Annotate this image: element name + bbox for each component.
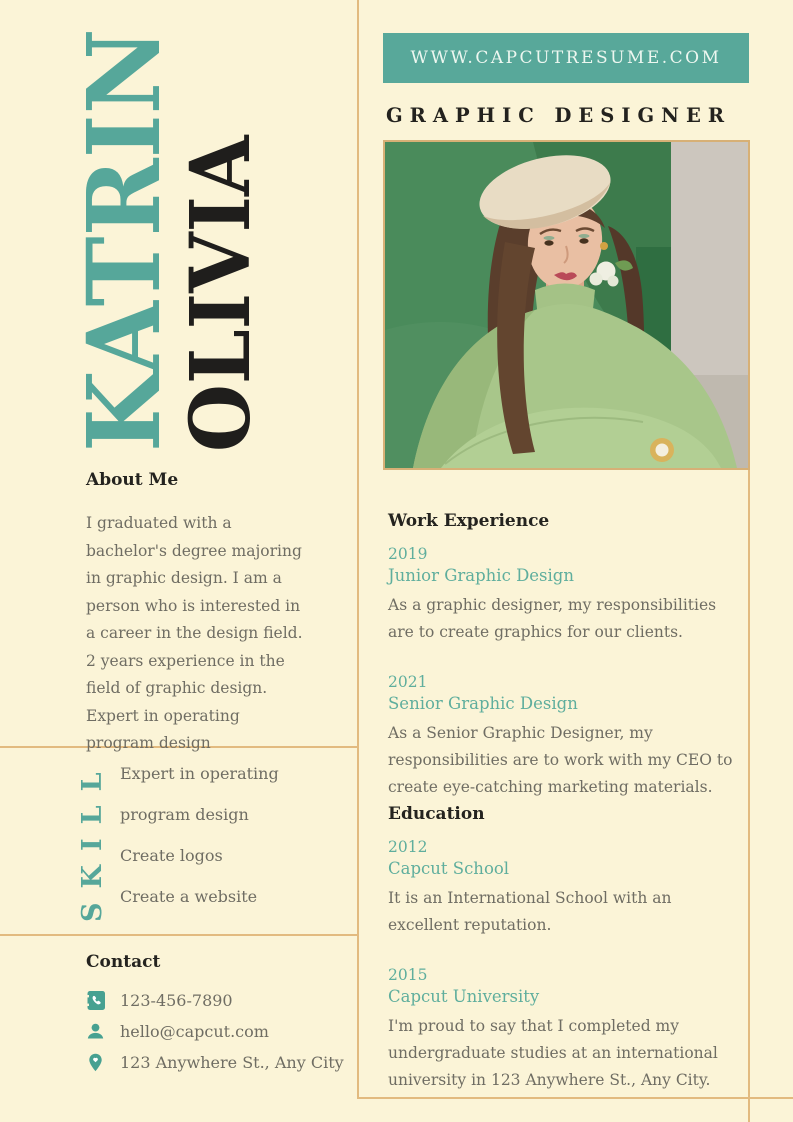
work-entry xyxy=(388,544,740,646)
education-entry xyxy=(388,837,740,939)
bottom-divider xyxy=(357,1097,793,1099)
about-section xyxy=(86,470,310,758)
contact-section xyxy=(86,952,346,1084)
education-year: 2012 xyxy=(388,838,428,856)
website-url[interactable]: WWW.CAPCUTRESUME.COM xyxy=(410,48,722,68)
work-role: Junior Graphic Design xyxy=(388,566,574,585)
education-title: Education xyxy=(388,804,485,824)
contact-address-row[interactable] xyxy=(86,1053,346,1072)
education-school: Capcut University xyxy=(388,987,540,1006)
work-year: 2021 xyxy=(388,673,428,691)
right-edge-line xyxy=(748,470,750,1122)
skill-section-divider xyxy=(0,934,358,936)
contact-email[interactable]: hello@capcut.com xyxy=(120,1022,269,1041)
skill-item: Expert in operating xyxy=(120,764,279,783)
skills-list xyxy=(120,765,279,929)
location-pin-icon xyxy=(86,1053,105,1072)
contact-address[interactable]: 123 Anywhere St., Any City xyxy=(120,1053,344,1072)
portrait-illustration xyxy=(385,142,748,468)
contact-phone-row[interactable] xyxy=(86,991,346,1010)
phone-icon xyxy=(86,991,105,1010)
skills-section xyxy=(0,755,358,933)
work-desc: As a Senior Graphic Designer, my responsibilities are to work with my CEO to create eye-catching marketing materials. xyxy=(388,724,733,796)
education-desc: I'm proud to say that I completed my undergraduate studies at an international university in 123 Anywhere St., Any City. xyxy=(388,1017,718,1089)
website-banner[interactable] xyxy=(383,33,749,83)
skills-vertical-label: SKILL xyxy=(77,758,108,922)
profile-photo xyxy=(383,140,750,470)
about-title: About Me xyxy=(86,470,179,490)
skill-item: Create logos xyxy=(120,846,223,865)
skill-item: program design xyxy=(120,805,249,824)
education-entry xyxy=(388,965,740,1094)
name-first-vertical: KATRIN xyxy=(65,28,183,452)
skill-item: Create a website xyxy=(120,887,258,906)
education-school: Capcut School xyxy=(388,859,510,878)
education-desc: It is an International School with an excellent reputation. xyxy=(388,889,672,934)
job-title: GRAPHIC DESIGNER xyxy=(386,104,732,127)
contact-title: Contact xyxy=(86,952,161,972)
name-last-vertical: OLIVIA xyxy=(173,135,269,452)
work-desc: As a graphic designer, my responsibilities are to create graphics for our clients. xyxy=(388,596,717,641)
work-role: Senior Graphic Design xyxy=(388,694,578,713)
work-experience-section xyxy=(388,511,740,801)
education-year: 2015 xyxy=(388,966,428,984)
about-body: I graduated with a bachelor's degree majoring in graphic design. I am a person who is interested in a career in the design field. 2 years experience in the field of graphic design. Expert in operating program design xyxy=(86,514,303,752)
work-year: 2019 xyxy=(388,545,428,563)
user-icon xyxy=(86,1022,105,1041)
work-entry xyxy=(388,672,740,801)
education-section xyxy=(388,804,740,1094)
work-title: Work Experience xyxy=(388,511,550,531)
contact-email-row[interactable] xyxy=(86,1022,346,1041)
contact-phone[interactable]: 123-456-7890 xyxy=(120,991,233,1010)
